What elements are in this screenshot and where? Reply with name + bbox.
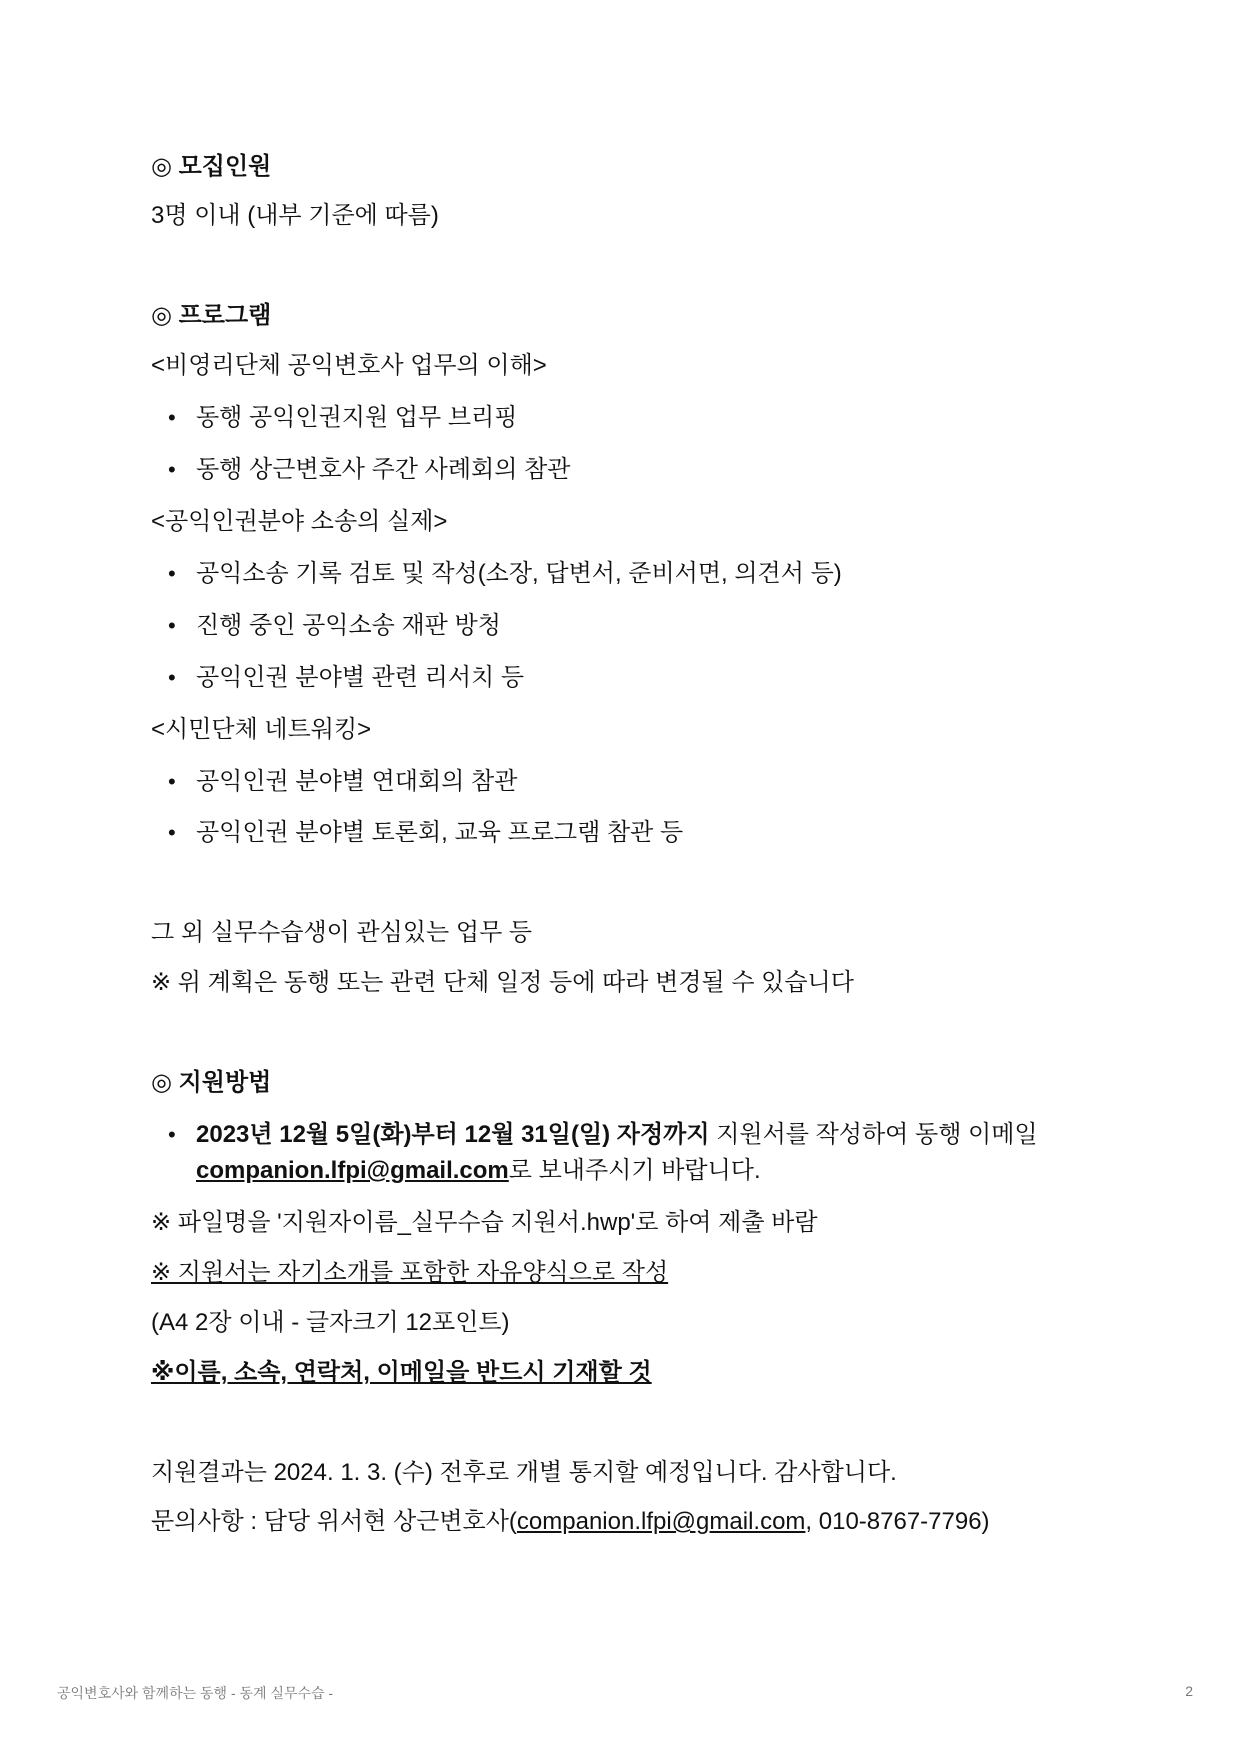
note-size: (A4 2장 이내 - 글자크기 12포인트) (151, 1309, 510, 1336)
contact-line: 문의사항 : 담당 위서현 상근변호사(companion.lfpi@gmail.com, 010-8767-7796) (151, 1508, 990, 1535)
apply-period: 2023년 12월 5일(화)부터 12월 31일(일) 자정까지 (196, 1121, 710, 1148)
list-item: • 동행 공익인권지원 업무 브리핑 (168, 404, 518, 431)
page-number: 2 (1185, 1683, 1193, 1699)
note-required: ※이름, 소속, 연락처, 이메일을 반드시 기재할 것 (151, 1359, 652, 1386)
recruit-heading: ◎ 모집인원 (151, 153, 272, 180)
bullet-icon: • (168, 665, 176, 690)
bullet-icon: • (168, 613, 176, 638)
note-filename: ※ 파일명을 '지원자이름_실무수습 지원서.hwp'로 하여 제출 바람 (151, 1209, 818, 1236)
footer-title: 공익변호사와 함께하는 동행 - 동계 실무수습 - (57, 1685, 334, 1701)
list-item: • 공익인권 분야별 토론회, 교육 프로그램 참관 등 (168, 819, 684, 846)
list-item: • 2023년 12월 5일(화)부터 12월 31일(일) 자정까지 지원서를 작성하여 동행 이메일 companion.lfpi@gmail.com로 보내주시기 바랍니다. (168, 1121, 1038, 1184)
apply-heading: ◎ 지원방법 (151, 1069, 272, 1096)
list-item: • 동행 상근변호사 주간 사례회의 참관 (168, 456, 571, 483)
bullet-icon: • (168, 769, 176, 794)
list-item: • 공익인권 분야별 관련 리서치 등 (168, 664, 525, 691)
program-group-title: <공익인권분야 소송의 실제> (151, 508, 448, 535)
note-format: ※ 지원서는 자기소개를 포함한 자유양식으로 작성 (151, 1259, 669, 1286)
program-group-title: <비영리단체 공익변호사 업무의 이해> (151, 352, 547, 379)
program-other: 그 외 실무수습생이 관심있는 업무 등 (151, 919, 533, 946)
program-note: ※ 위 계획은 동행 또는 관련 단체 일정 등에 따라 변경될 수 있습니다 (151, 969, 854, 996)
bullet-icon: • (168, 457, 176, 482)
bullet-icon: • (168, 405, 176, 430)
list-item: • 진행 중인 공익소송 재판 방청 (168, 612, 501, 639)
program-heading: ◎ 프로그램 (151, 302, 272, 329)
bullet-icon: • (168, 1122, 176, 1147)
list-item: • 공익인권 분야별 연대회의 참관 (168, 768, 518, 795)
bullet-icon: • (168, 820, 176, 845)
apply-email-link[interactable]: companion.lfpi@gmail.com (196, 1157, 509, 1184)
recruit-text: 3명 이내 (내부 기준에 따름) (151, 202, 439, 229)
bullet-icon: • (168, 561, 176, 586)
contact-email-link[interactable]: companion.lfpi@gmail.com (516, 1508, 806, 1535)
list-item: • 공익소송 기록 검토 및 작성(소장, 답변서, 준비서면, 의견서 등) (168, 560, 842, 587)
program-group-title: <시민단체 네트워킹> (151, 716, 372, 743)
result-text: 지원결과는 2024. 1. 3. (수) 전후로 개별 통지할 예정입니다. 감사합니다. (151, 1459, 897, 1486)
